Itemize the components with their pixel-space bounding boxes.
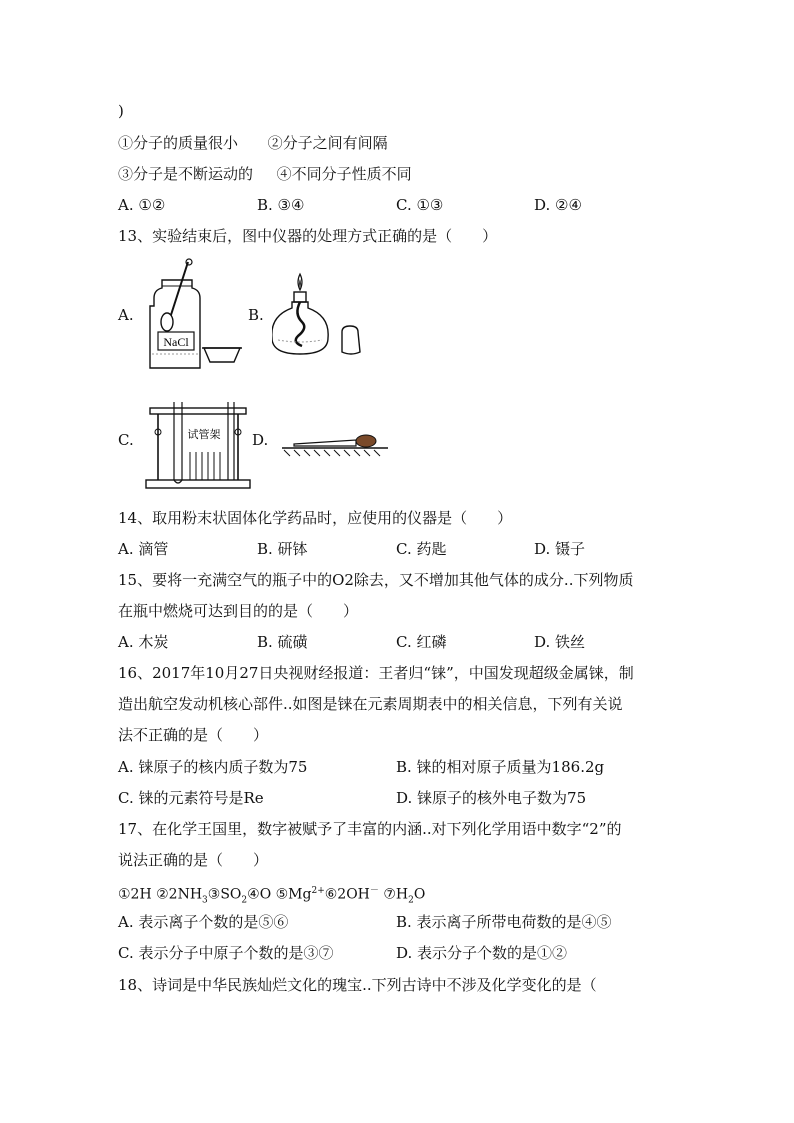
q17-option-c[interactable]: C. 表示分子中原子个数的是③⑦ <box>118 944 334 962</box>
q14-option-c[interactable]: C. 药匙 <box>396 540 447 558</box>
q16-stem-line-2: 造出航空发动机核心部件..如图是铼在元素周期表中的相关信息，下列有关说 <box>118 695 623 713</box>
q16-option-d[interactable]: D. 铼原子的核外电子数为75 <box>396 789 587 807</box>
q12-statements-1 <box>118 133 388 153</box>
q14-option-d[interactable]: D. 镊子 <box>534 540 586 558</box>
q17-stem-line-1: 17、在化学王国里，数字被赋予了丰富的内涵..对下列化学用语中数字“2”的 <box>118 820 622 838</box>
q12-item-1: ①分子的质量很小 <box>118 134 239 152</box>
q16-stem-line-3: 法不正确的是（ ） <box>118 726 269 744</box>
q12-option-a[interactable]: A. ①② <box>118 196 166 214</box>
q17-formula-sup: 2+ <box>311 886 325 896</box>
q13-stem: 13、实验结束后，图中仪器的处理方式正确的是（ ） <box>118 227 498 245</box>
q15-stem-line-1: 15、要将一充满空气的瓶子中的O2除去，又不增加其他气体的成分..下列物质 <box>118 571 634 589</box>
rack-label: 试管架 <box>187 428 221 441</box>
q13-option-b-label[interactable]: B. <box>248 306 264 324</box>
q16-stem-line-1: 16、2017年10月27日央视财经报道：王者归“铼”，中国发现超级金属铼，制 <box>118 664 634 682</box>
q14-option-b[interactable]: B. 研钵 <box>257 540 308 558</box>
q13-option-a-label[interactable]: A. <box>118 306 134 324</box>
reagent-bottle-with-spoon-figure <box>140 258 260 374</box>
q18-stem: 18、诗词是中华民族灿烂文化的瑰宝..下列古诗中不涉及化学变化的是（ <box>118 976 597 994</box>
q15-stem-line-2: 在瓶中燃烧可达到目的的是（ ） <box>118 602 359 620</box>
q17-formula-part: ①2H ②2NH <box>118 886 203 903</box>
q16-option-a[interactable]: A. 铼原子的核内质子数为75 <box>118 758 308 776</box>
q17-formula-sub: 2 <box>408 895 414 906</box>
q17-formulas <box>118 881 425 910</box>
q17-stem-line-2: 说法正确的是（ ） <box>118 851 269 869</box>
nacl-label: NaCl <box>163 335 189 349</box>
q17-formula-sub: 3 <box>202 895 208 906</box>
q16-option-c[interactable]: C. 铼的元素符号是Re <box>118 789 264 807</box>
q13-option-c-label[interactable]: C. <box>118 431 134 449</box>
q14-stem: 14、取用粉末状固体化学药品时，应使用的仪器是（ ） <box>118 509 513 527</box>
q15-option-c[interactable]: C. 红磷 <box>396 633 447 651</box>
q13-option-d-label[interactable]: D. <box>252 431 269 449</box>
q12-option-c[interactable]: C. ①③ <box>396 196 444 214</box>
alcohol-lamp-figure <box>272 270 372 362</box>
test-tube-rack-figure <box>144 400 252 492</box>
q17-option-b[interactable]: B. 表示离子所带电荷数的是④⑤ <box>396 913 612 931</box>
q14-option-a[interactable]: A. 滴管 <box>118 540 169 558</box>
q12-option-d[interactable]: D. ②④ <box>534 196 582 214</box>
q15-option-b[interactable]: B. 硫磺 <box>257 633 308 651</box>
q17-formula-part: ⑥2OH <box>324 886 370 903</box>
q12-item-3: ③分子是不断运动的 <box>118 165 254 183</box>
q16-option-b[interactable]: B. 铼的相对原子质量为186.2g <box>396 758 605 776</box>
q12-option-b[interactable]: B. ③④ <box>257 196 305 214</box>
q17-formula-part: ⑦H <box>378 886 409 903</box>
q12-stem-end: ) <box>118 102 124 120</box>
dropper-on-table-figure <box>280 430 390 458</box>
q15-option-d[interactable]: D. 铁丝 <box>534 633 586 651</box>
q17-formula-sub: 2 <box>241 895 248 906</box>
q17-option-a[interactable]: A. 表示离子个数的是⑤⑥ <box>118 913 289 931</box>
q17-option-d[interactable]: D. 表示分子个数的是①② <box>396 944 568 962</box>
q17-formula-part: ③SO <box>207 886 242 903</box>
q17-formula-sup: － <box>369 886 379 896</box>
q12-item-2: ②分子之间有间隔 <box>267 134 388 152</box>
q17-formula-part: ④O ⑤Mg <box>247 886 312 903</box>
q12-statements-2 <box>118 164 412 184</box>
q15-option-a[interactable]: A. 木炭 <box>118 633 169 651</box>
q17-formula-part: O <box>413 886 426 903</box>
q12-item-4: ④不同分子性质不同 <box>276 165 412 183</box>
